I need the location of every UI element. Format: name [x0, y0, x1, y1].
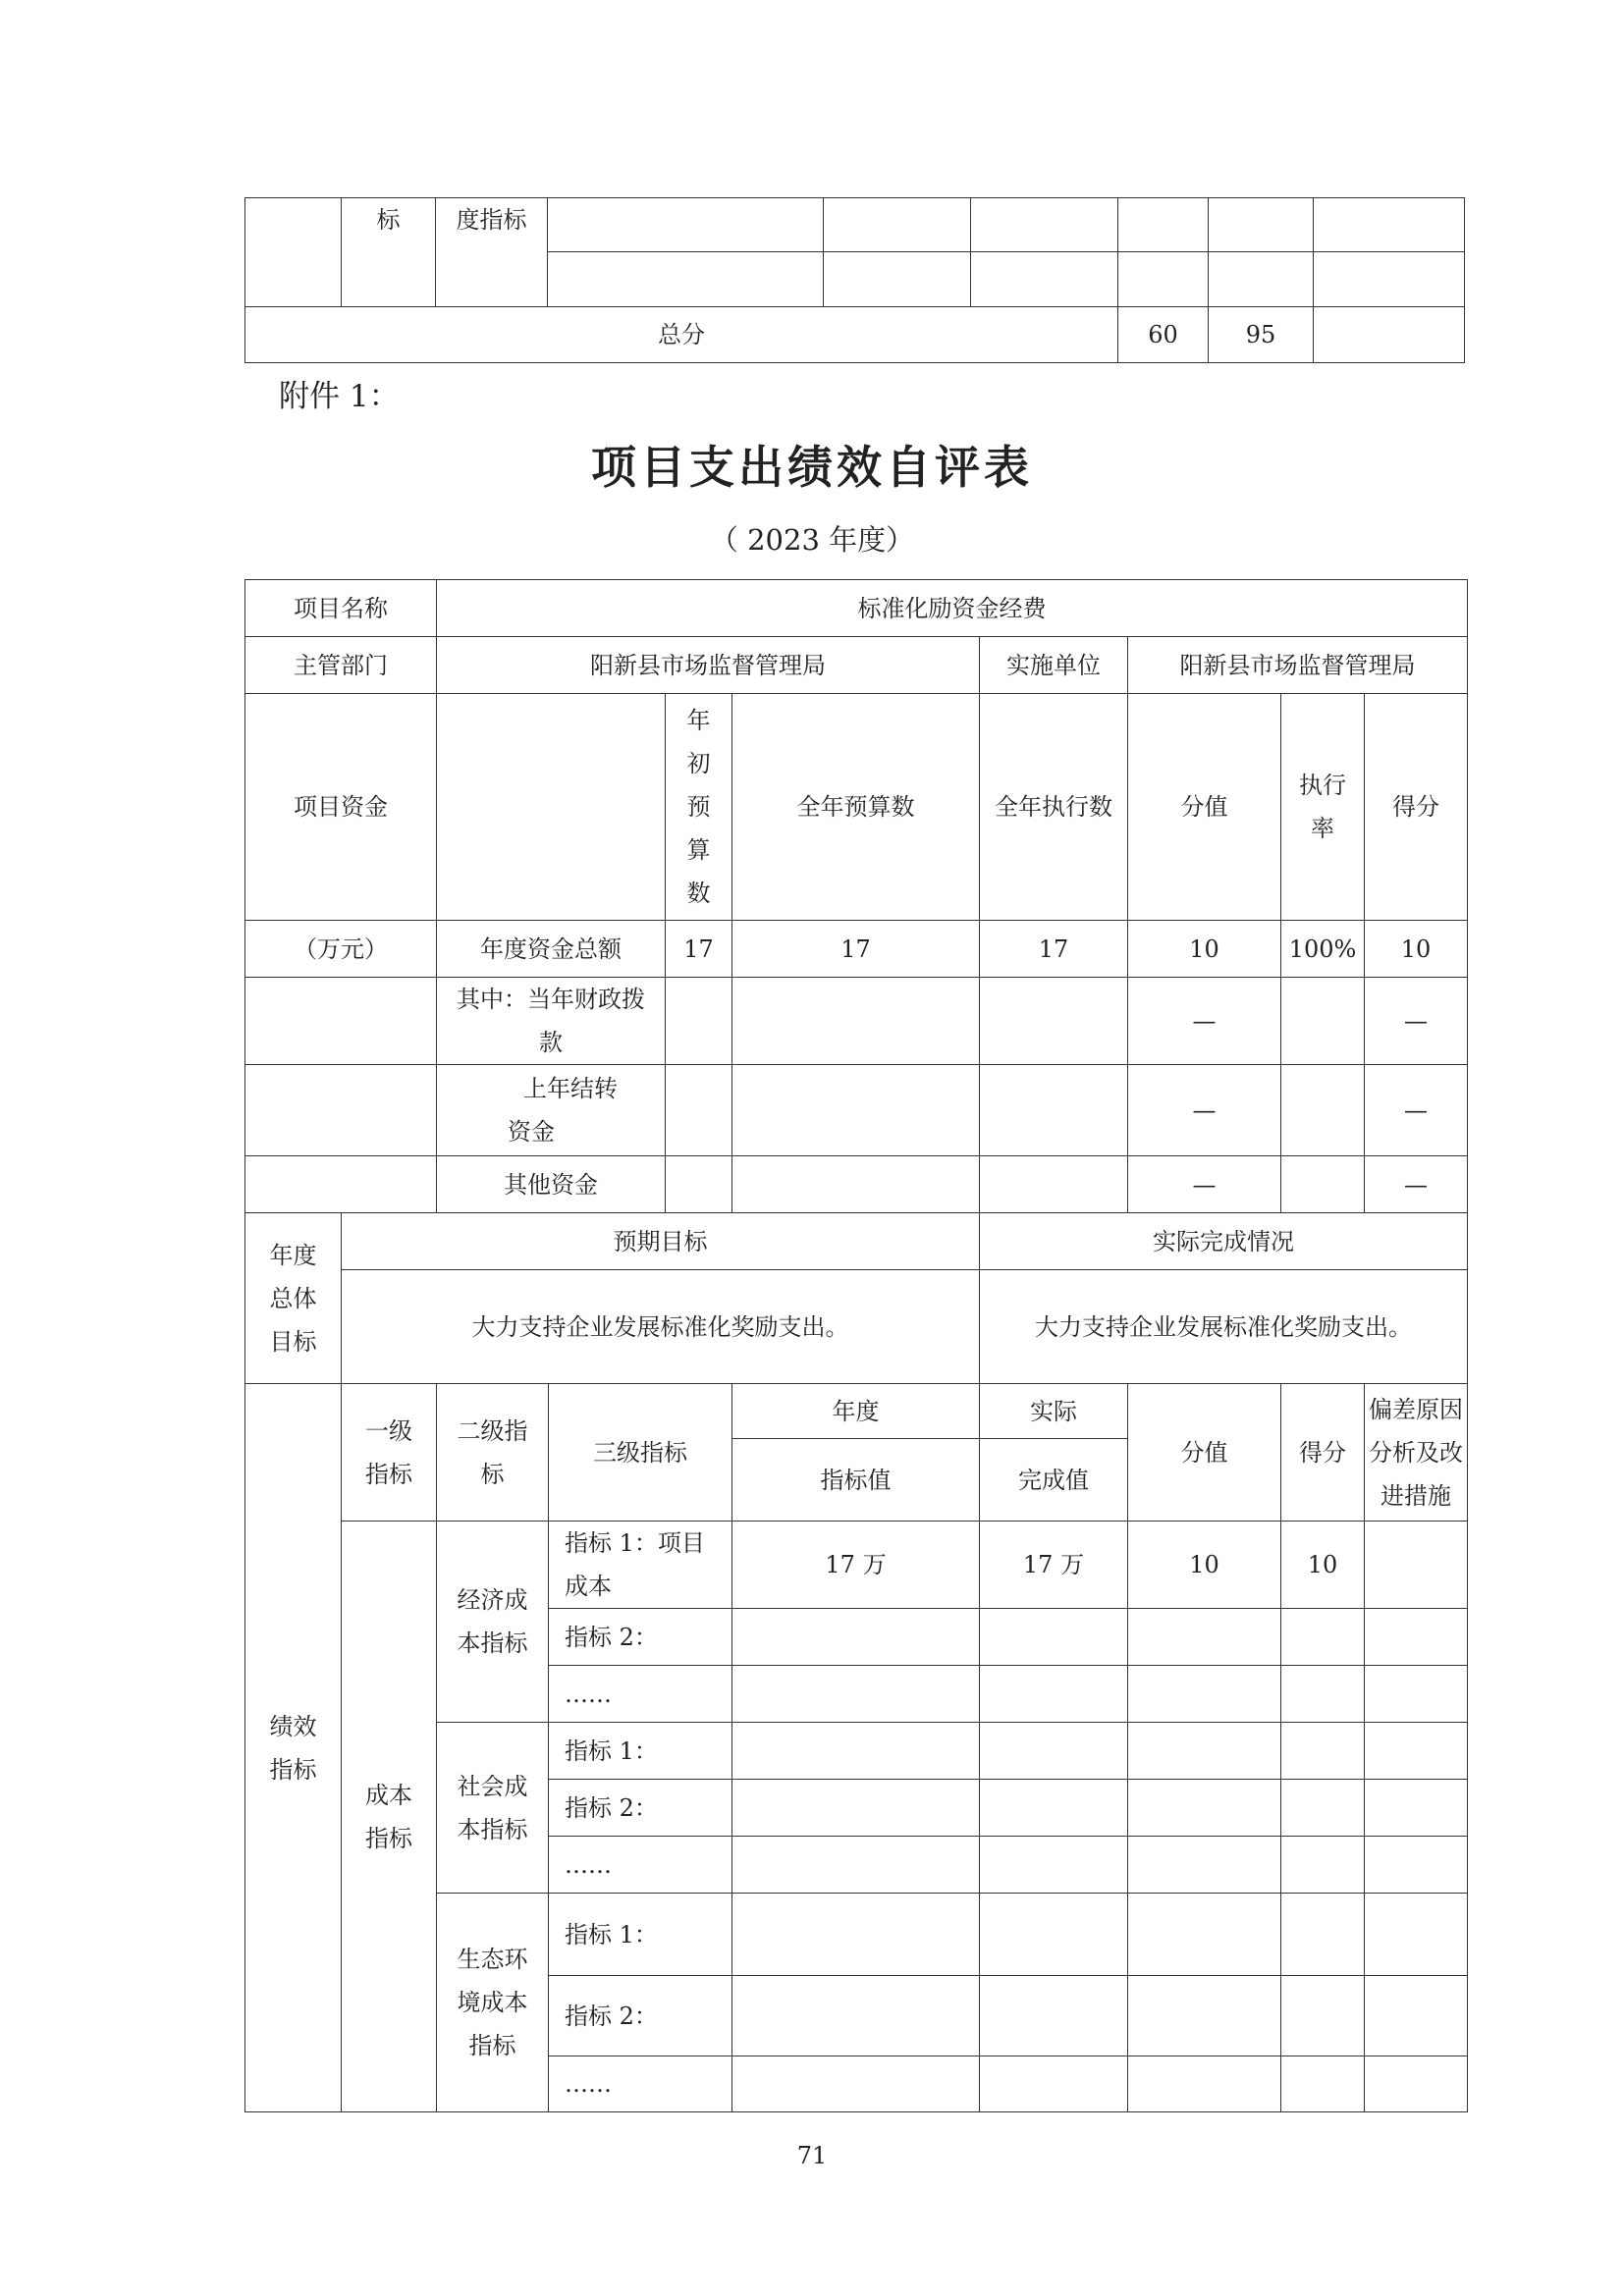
indicator-2: 指标 2：: [549, 1780, 732, 1837]
indicator-ellipsis: ……: [549, 1837, 732, 1894]
funding-score: 10: [1365, 921, 1468, 978]
funding-row-name: 其中：当年财政拨 款: [437, 978, 666, 1065]
page-number: 71: [796, 2142, 828, 2169]
col-initial-budget: 年 初 预 算 数: [666, 694, 732, 921]
indicator-1: 指标 1：项目成本: [549, 1522, 732, 1609]
funding-row-name: 年度资金总额: [437, 921, 666, 978]
annual-goal-label: 年度 总体 目标: [245, 1213, 342, 1384]
actual-label: 实际完成情况: [980, 1213, 1468, 1270]
funding-rate: 100%: [1281, 921, 1365, 978]
expected-goal: 大力支持企业发展标准化奖励支出。: [342, 1270, 980, 1384]
perf-label: 绩效 指标: [245, 1384, 342, 2112]
col-weight: 分值: [1128, 694, 1281, 921]
lvl1-label: 一级 指标: [342, 1384, 437, 1522]
col-score: 得分: [1365, 694, 1468, 921]
prev-cell-biao: 标: [342, 198, 436, 307]
project-name-label: 项目名称: [245, 580, 437, 637]
page-subtitle: （ 2023 年度）: [709, 523, 915, 557]
self-evaluation-form: [244, 579, 1468, 2112]
indicator-1: 指标 1：: [549, 1723, 732, 1780]
page-title: 项目支出绩效自评表: [591, 441, 1033, 494]
impl-label: 实施单位: [980, 637, 1128, 694]
eco-label: 生态环 境成本 指标: [437, 1894, 549, 2112]
dept-value: 阳新县市场监督管理局: [437, 637, 980, 694]
indicator-1: 指标 1：: [549, 1894, 732, 1976]
funding-score: —: [1365, 1156, 1468, 1213]
col-exec-rate: 执行 率: [1281, 694, 1365, 921]
funding-weight: —: [1128, 978, 1281, 1065]
indicator-1-actual: 17 万: [980, 1522, 1128, 1609]
annual-target-label: 年度: [732, 1384, 980, 1439]
social-label: 社会成 本指标: [437, 1723, 549, 1894]
previous-table: [244, 197, 1465, 363]
total-label: 总分: [245, 307, 1118, 363]
weight-label: 分值: [1128, 1384, 1281, 1522]
deviation-label: 偏差原因 分析及改 进措施: [1365, 1384, 1468, 1522]
prev-cell-indicator: 度指标: [436, 198, 548, 307]
funds-label: 项目资金: [245, 694, 437, 921]
funding-weight: 10: [1128, 921, 1281, 978]
funding-budget: 17: [732, 921, 980, 978]
indicator-ellipsis: ……: [549, 1666, 732, 1723]
funding-executed: 17: [980, 921, 1128, 978]
col-full-budget: 全年预算数: [732, 694, 980, 921]
econ-label: 经济成 本指标: [437, 1522, 549, 1723]
attachment-label: 附件 1：: [279, 379, 400, 414]
actual-value-label: 实际: [980, 1384, 1128, 1439]
prev-empty-cell: [245, 198, 342, 307]
funding-row-name: 上年结转 资金: [437, 1065, 666, 1156]
annual-target-label: 指标值: [732, 1439, 980, 1522]
indicator-2: 指标 2：: [549, 1976, 732, 2056]
score-label: 得分: [1281, 1384, 1365, 1522]
lvl3-label: 三级指标: [549, 1384, 732, 1522]
funding-row-name: 其他资金: [437, 1156, 666, 1213]
indicator-1-score: 10: [1281, 1522, 1365, 1609]
actual-value-label: 完成值: [980, 1439, 1128, 1522]
funding-score: —: [1365, 1065, 1468, 1156]
project-name: 标准化励资金经费: [437, 580, 1468, 637]
funding-weight: —: [1128, 1156, 1281, 1213]
expected-label: 预期目标: [342, 1213, 980, 1270]
col-executed: 全年执行数: [980, 694, 1128, 921]
indicator-2: 指标 2：: [549, 1609, 732, 1666]
total-score: 95: [1209, 307, 1314, 363]
funding-initial: 17: [666, 921, 732, 978]
actual-goal: 大力支持企业发展标准化奖励支出。: [980, 1270, 1468, 1384]
funds-unit: （万元）: [245, 921, 437, 978]
total-full: 60: [1118, 307, 1209, 363]
indicator-1-target: 17 万: [732, 1522, 980, 1609]
impl-value: 阳新县市场监督管理局: [1128, 637, 1468, 694]
dept-label: 主管部门: [245, 637, 437, 694]
funding-weight: —: [1128, 1065, 1281, 1156]
indicator-1-weight: 10: [1128, 1522, 1281, 1609]
indicator-ellipsis: ……: [549, 2056, 732, 2112]
funding-score: —: [1365, 978, 1468, 1065]
cost-label: 成本 指标: [342, 1522, 437, 2112]
lvl2-label: 二级指 标: [437, 1384, 549, 1522]
